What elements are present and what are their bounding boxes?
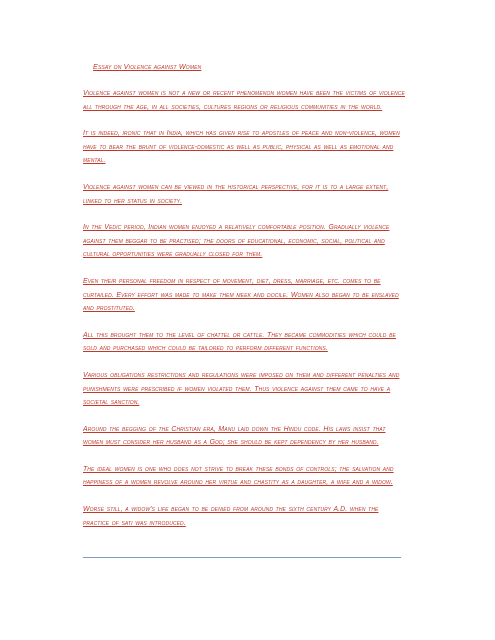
- paragraph-1: Violence against women is not a new or recent phenomenon women have been the victims of violence all through the age, in all societies, cultures regions or religious communities in the world.: [83, 90, 405, 111]
- paragraph-3: Violence against women can be viewed in the historical perspective, for it is to a large extent, linked to her status in society.: [83, 183, 389, 205]
- essay-title: Essay on Violence against Women: [93, 62, 202, 71]
- essay-body: [83, 62, 406, 530]
- paragraph-5: Even their personal freedom in respect of movement, diet, dress, marriage, etc. comes to be curtailed. Every effort was made to make them meek and docile. Women also began to be enslaved and prostituted.: [83, 277, 399, 313]
- paragraph-7: Various obligations restrictions and regulations were imposed on them and different penalties and punishments were prescribed if women violated them. Thus violence against them came to have a societal sanction.: [83, 371, 400, 407]
- bottom-divider: [83, 557, 401, 558]
- paragraph-9: The ideal women is one who does not strive to break these bonds of controls; the salvation and happiness of a women revolve around her virtue and chastity as a daughter, a wife and a widow.: [83, 465, 394, 487]
- paragraph-10: Worse still, a widow's life began to be denied from around the sixth century A.D. when the practice of sati was introduced.: [83, 506, 379, 527]
- paragraph-6: All this brought them to the level of chattel or cattle. They became commodities which could be sold and purchased which could be tailored to perform different functions.: [83, 331, 396, 353]
- paragraph-8: Around the begging of the Christian era, Manu laid down the Hindu code. His laws insist that women must consider her husband as a God; she should be kept dependency by her husband.: [83, 425, 386, 447]
- paragraph-2: It is indeed, ironic that in India, which has given rise to apostles of peace and non-violence, women have to bear the brunt of violence-domestic as well as public, physical as well as emotional and mental.: [83, 130, 400, 165]
- paragraph-4: In the Vedic period, Indian women enjoyed a relatively comfortable position. Gradually violence against them beggar to be practised; the doors of educational, economic, social, political and cultural opportunities were gradually closed for them.: [83, 224, 390, 259]
